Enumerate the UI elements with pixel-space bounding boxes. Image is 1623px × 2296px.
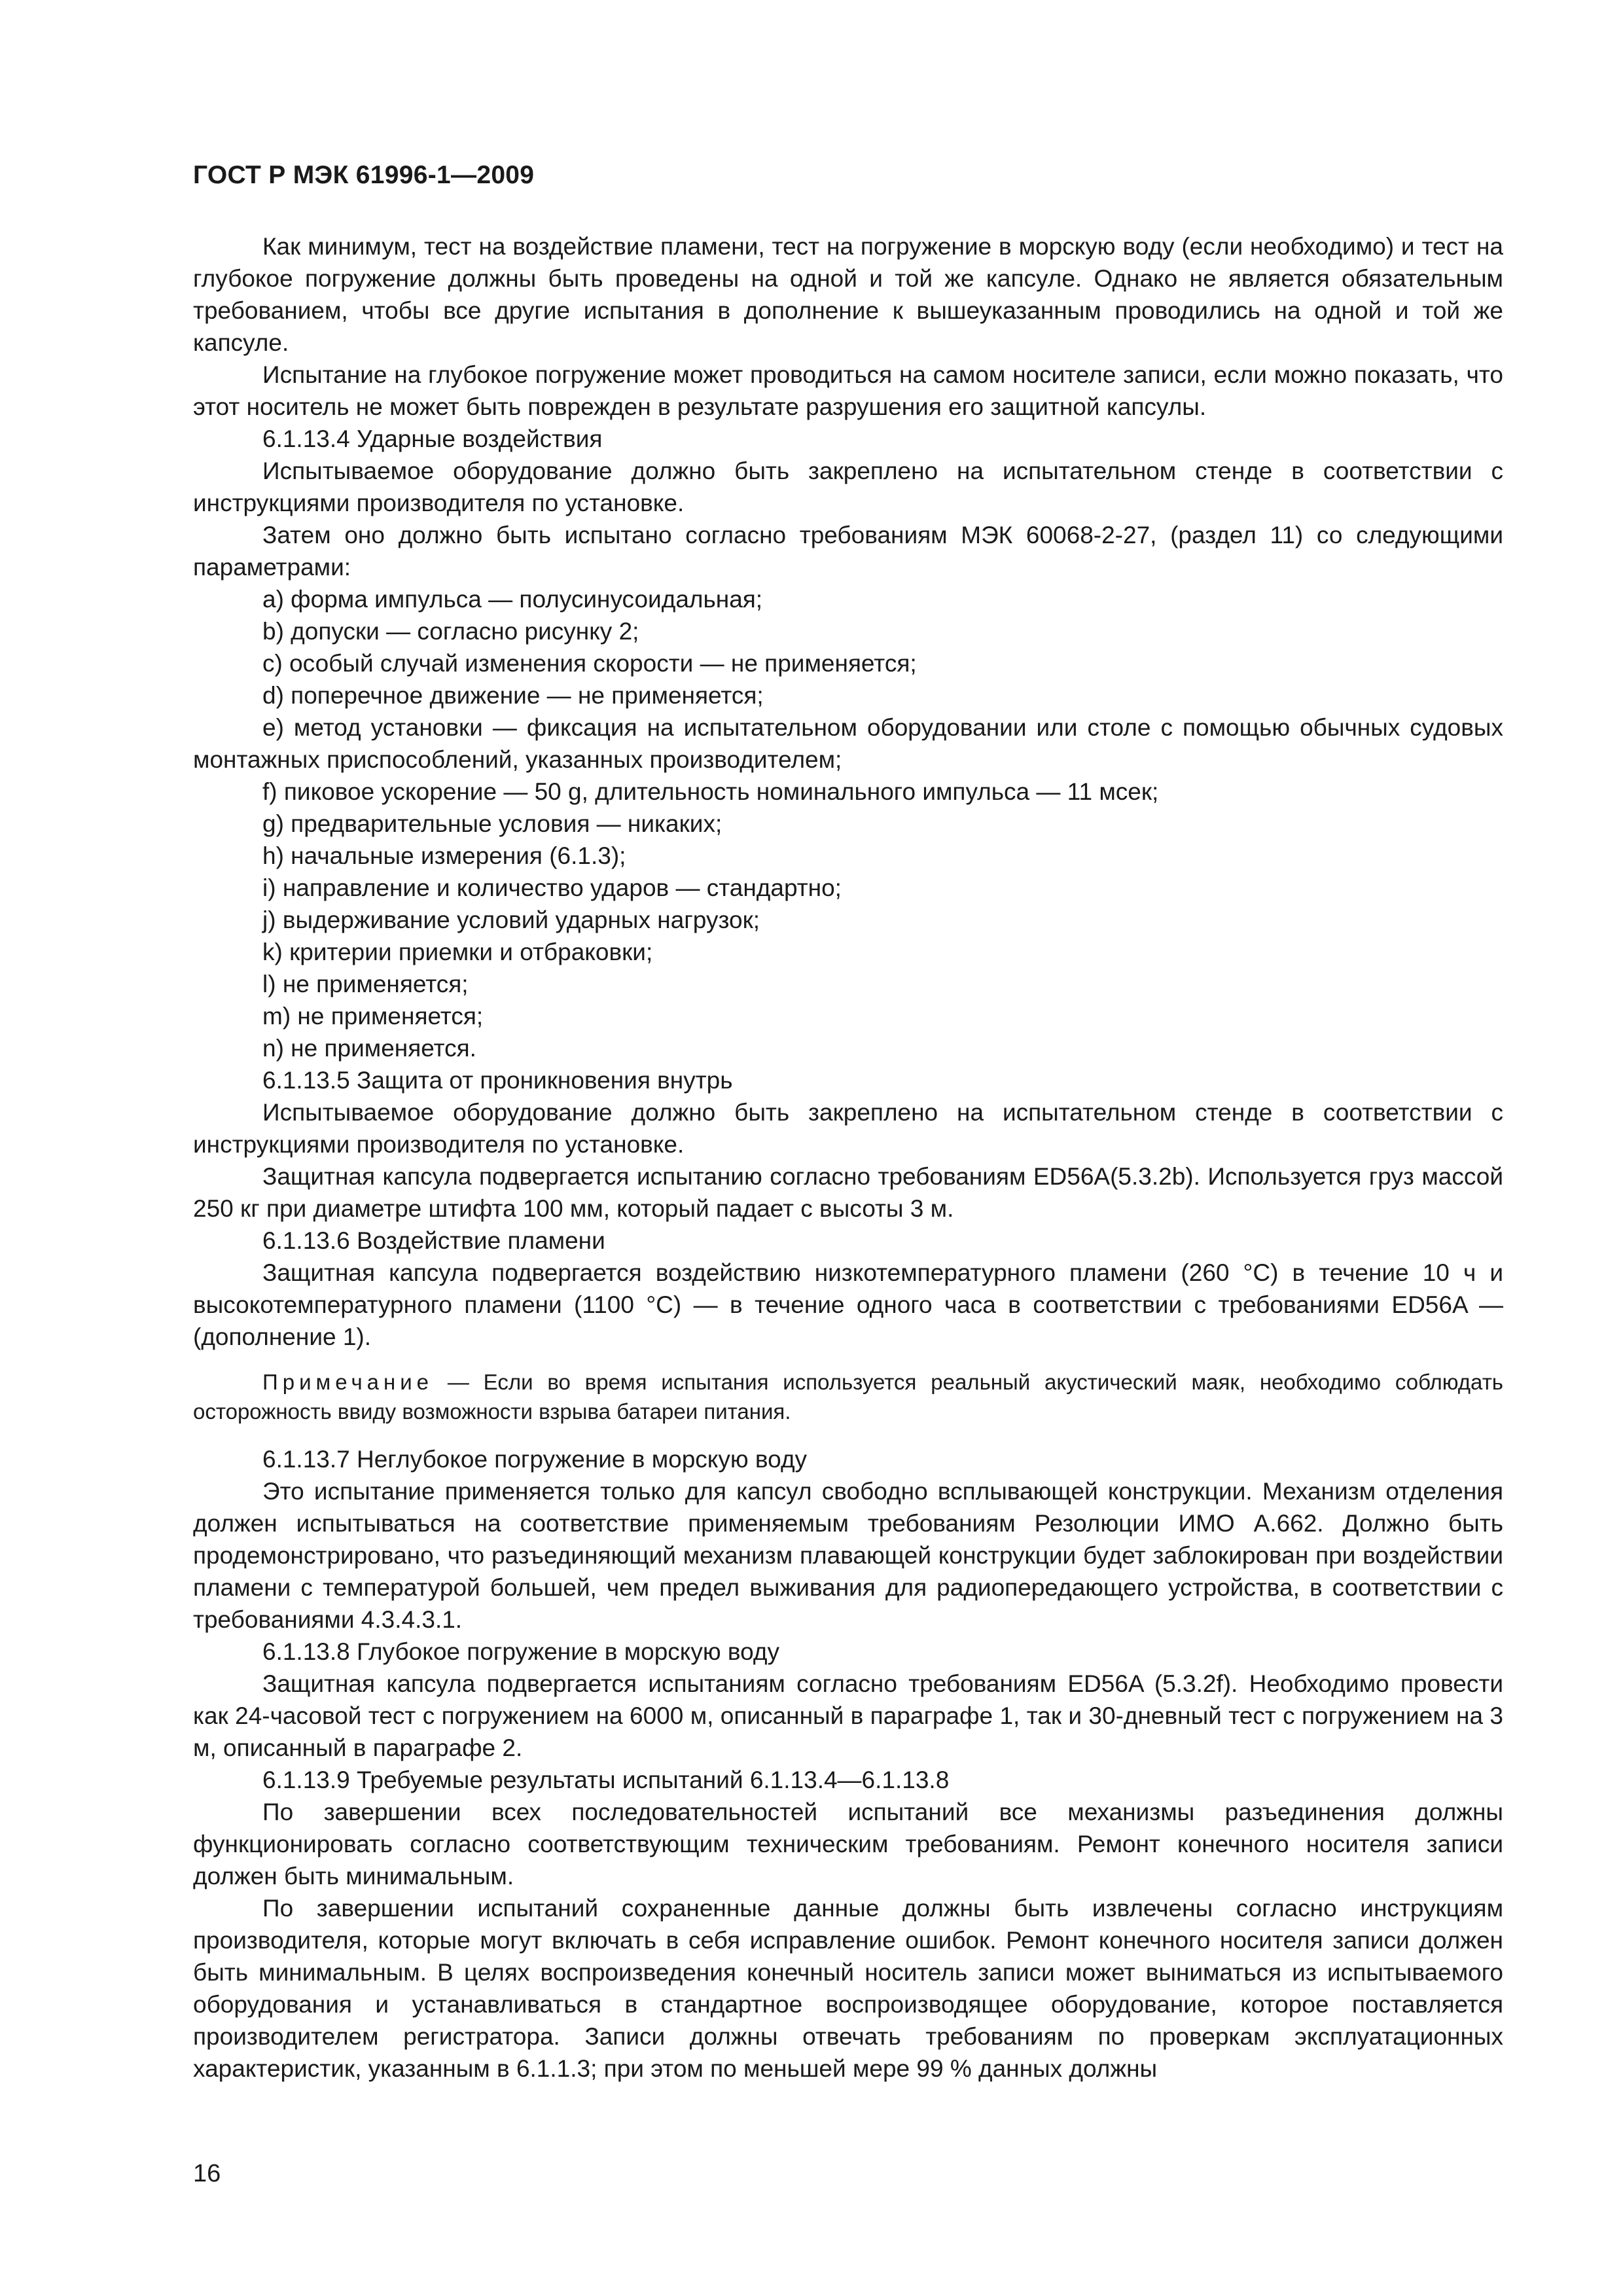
list-item: c) особый случай изменения скорости — не применяется; [262,650,917,677]
note-text: — Если во время испытания используется реальный акустический маяк, необходимо соблюдать осторожность ввиду возможности взрыва батареи питания. [193,1370,1503,1424]
paragraph: Защитная капсула подвергается воздействию низкотемпературного пламени (260 °C) в течение 10 ч и высокотемпературного пламени (1100 °C) — в течение одного часа в соответствии с требованиями ED56A — (дополнение 1). [193,1259,1503,1350]
section-heading-6-1-13-6: 6.1.13.6 Воздействие пламени [262,1227,605,1254]
list-item: g) предварительные условия — никаких; [262,810,722,837]
section-heading-6-1-13-5: 6.1.13.5 Защита от проникновения внутрь [262,1067,733,1094]
paragraph: Как минимум, тест на воздействие пламени, тест на погружение в морскую воду (если необходимо) и тест на глубокое погружение должны быть проведены на одной и той же капсуле. Однако не является обязательным требованием, чтобы все другие испытания в дополнение к вышеуказанным проводились на одной и той же капсуле. [193,233,1503,356]
section-heading-6-1-13-4: 6.1.13.4 Ударные воздействия [262,425,603,452]
parameter-list [193,583,1503,1064]
paragraph: Это испытание применяется только для капсул свободно всплывающей конструкции. Механизм отделения должен испытываться на соответствие применяемым требованиям Резолюции ИМО А.662. Должно быть продемонстрировано, что разъединяющий механизм плавающей конструкции будет заблокирован при воздействии пламени с температурой большей, чем предел выживания для радиопередающего устройства, в соответствии с требованиями 4.3.4.3.1. [193,1478,1503,1633]
list-item: i) направление и количество ударов — стандартно; [262,874,842,901]
page-number: 16 [193,2160,221,2187]
section-heading-6-1-13-7: 6.1.13.7 Неглубокое погружение в морскую воду [262,1446,808,1473]
list-item: k) критерии приемки и отбраковки; [262,939,653,965]
note-label: Примечание [262,1370,434,1394]
paragraph: Защитная капсула подвергается испытанию согласно требованиям ED56A(5.3.2b). Используется груз массой 250 кг при диаметре штифта 100 мм, который падает с высоты 3 м. [193,1163,1503,1222]
list-item: l) не применяется; [262,971,469,997]
paragraph: По завершении всех последовательностей испытаний все механизмы разъединения должны функционировать согласно соответствующим техническим требованиям. Ремонт конечного носителя записи должен быть минимальным. [193,1799,1503,1890]
list-item: d) поперечное движение — не применяется; [262,682,764,709]
list-item: j) выдерживание условий ударных нагрузок; [262,906,760,933]
paragraph: Испытываемое оборудование должно быть закреплено на испытательном стенде в соответствии с инструкциями производителя по установке. [193,457,1503,516]
list-item: b) допуски — согласно рисунку 2; [262,618,639,645]
list-item: f) пиковое ускорение — 50 g, длительность номинального импульса — 11 мсек; [262,778,1159,805]
list-item: n) не применяется. [262,1035,476,1062]
paragraph: По завершении испытаний сохраненные данные должны быть извлечены согласно инструкциям производителя, которые могут включать в себя исправление ошибок. Ремонт конечного носителя записи должен быть минимальным. В целях воспроизведения конечный носитель записи может выниматься из испытываемого оборудования и устанавливаться в стандартное воспроизводящее оборудование, которое поставляется производителем регистратора. Записи должны отвечать требованиям по проверкам эксплуатационных характеристик, указанным в 6.1.1.3; при этом по меньшей мере 99 % данных должны [193,1895,1503,2082]
document-header: ГОСТ Р МЭК 61996-1—2009 [193,161,535,189]
list-item: a) форма импульса — полусинусоидальная; [262,586,763,613]
paragraph: Испытываемое оборудование должно быть закреплено на испытательном стенде в соответствии с инструкциями производителя по установке. [193,1099,1503,1158]
paragraph: Затем оно должно быть испытано согласно требованиям МЭК 60068-2-27, (раздел 11) со следующими параметрами: [193,522,1503,581]
list-item: h) начальные измерения (6.1.3); [262,842,626,869]
document-body [193,230,1503,2085]
list-item: e) метод установки — фиксация на испытательном оборудовании или столе с помощью обычных судовых монтажных приспособлений, указанных производителем; [193,714,1503,773]
paragraph: Испытание на глубокое погружение может проводиться на самом носителе записи, если можно показать, что этот носитель не может быть поврежден в результате разрушения его защитной капсулы. [193,361,1503,420]
section-heading-6-1-13-8: 6.1.13.8 Глубокое погружение в морскую воду [262,1638,780,1665]
list-item: m) не применяется; [262,1003,484,1030]
note [193,1367,1503,1426]
paragraph: Защитная капсула подвергается испытаниям согласно требованиям ED56A (5.3.2f). Необходимо провести как 24-часовой тест с погружением на 6000 м, описанный в параграфе 1, так и 30-дневный тест с погружением на 3 м, описанный в параграфе 2. [193,1670,1503,1761]
section-heading-6-1-13-9: 6.1.13.9 Требуемые результаты испытаний 6.1.13.4—6.1.13.8 [262,1767,950,1793]
